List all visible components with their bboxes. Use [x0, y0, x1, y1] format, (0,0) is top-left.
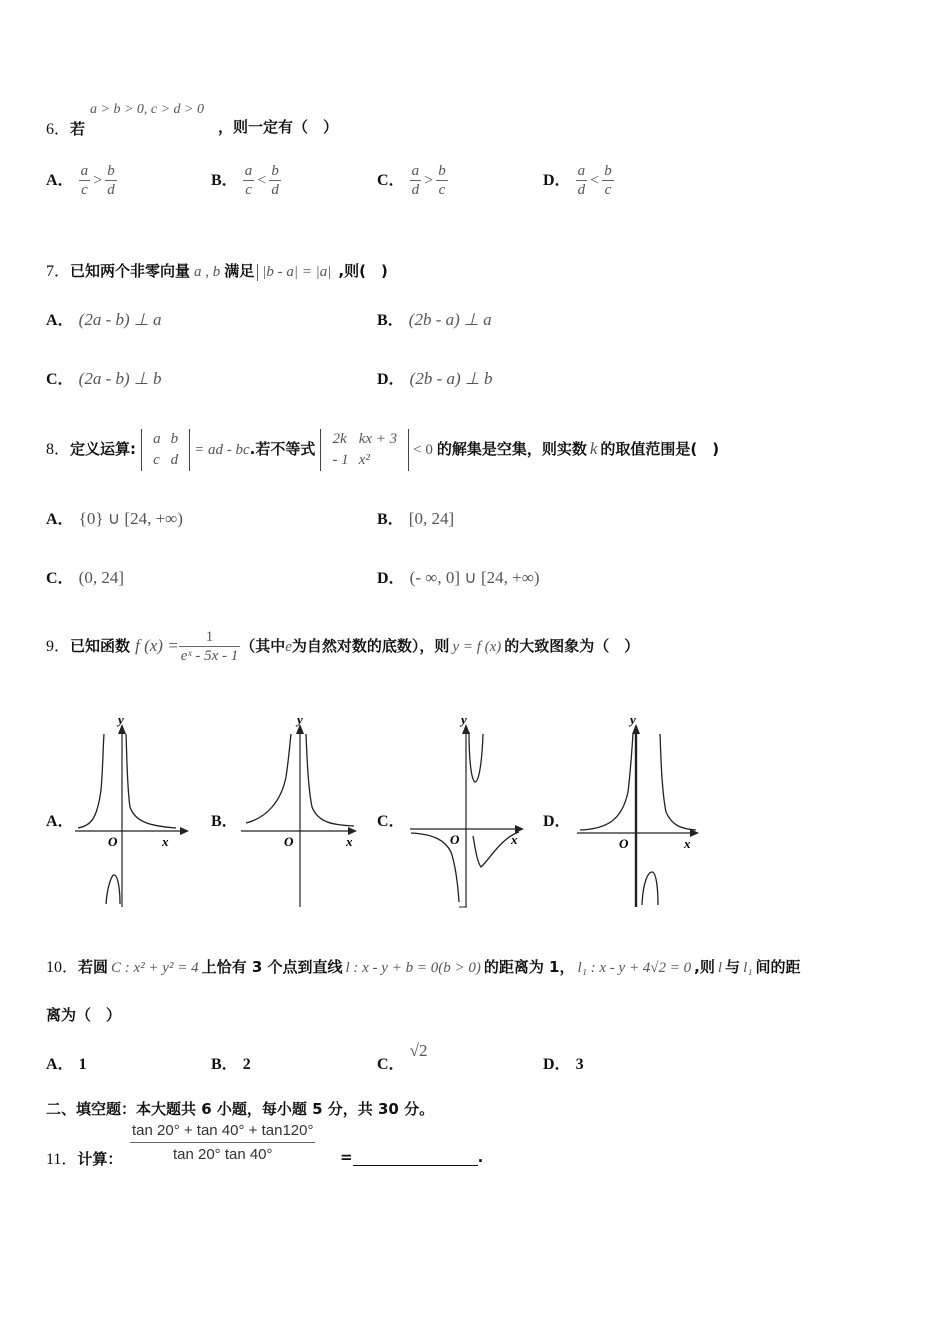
fraction-numerator: tan 20° + tan 40° + tan120° [130, 1122, 315, 1143]
answer-blank[interactable] [353, 1151, 478, 1166]
question-text: ,则( ) [338, 262, 388, 280]
option-b[interactable] [377, 506, 454, 529]
option-formula: [0, 24] [408, 509, 455, 528]
option-value: 1 [78, 1056, 87, 1073]
question-text: .若不等式 [249, 440, 316, 458]
question-text: 为自然对数的底数），则 [291, 637, 450, 655]
x-axis-label: x [511, 832, 518, 847]
question-number: 8． [46, 441, 71, 458]
question-text: 已知函数 [70, 637, 131, 655]
option-a[interactable] [46, 1051, 87, 1074]
option-label: D． [377, 570, 405, 587]
fraction: $\frac{b}{d}$ [107, 163, 115, 198]
question-text: 已知两个非零向量 [70, 262, 191, 280]
circle-equation: C : x² + y² = 4 [111, 960, 199, 976]
y-axis-label: y [118, 712, 124, 727]
question-7 [46, 258, 388, 281]
calculation-fraction [130, 1122, 315, 1163]
period: . [477, 1148, 484, 1166]
question-text: ,则 [694, 958, 715, 976]
fraction: $\frac{a}{d}$ [577, 163, 586, 198]
question-text: （其中 [240, 637, 286, 655]
option-b[interactable] [211, 808, 238, 831]
graph-a [70, 712, 190, 910]
question-text: 上恰有 3 个点到直线 [201, 958, 343, 976]
question-6 [46, 116, 85, 139]
question-text: 的距离为 1， [483, 958, 575, 976]
function-expr: y = f (x) [452, 639, 502, 655]
x-axis-label: x [684, 836, 691, 851]
y-axis-label: y [461, 712, 467, 727]
definition-formula: = ad - bc [194, 442, 250, 458]
fraction: $\frac{a}{d}$ [411, 163, 420, 198]
option-c[interactable] [377, 808, 405, 831]
graph-b [236, 712, 362, 910]
question-number: 10． [46, 959, 79, 976]
option-label: B． [377, 312, 404, 329]
question-number: 11． [46, 1151, 78, 1168]
y-axis-label: y [630, 712, 636, 727]
option-label: A． [46, 511, 74, 528]
inequality-sign: < 0 [413, 442, 433, 458]
option-d[interactable] [377, 565, 539, 588]
fraction-denominator: tan 20° tan 40° [172, 1146, 273, 1163]
line1-equation: l₁ : x - y + 4√2 = 0 [577, 960, 692, 976]
relation-sign: < [257, 171, 267, 189]
x-axis-label: x [162, 834, 169, 849]
option-c[interactable] [377, 162, 448, 199]
question-text: 若 [70, 120, 86, 138]
question-text: ，则一定有（ ） [218, 118, 339, 136]
option-formula: (2a - b) ⊥ b [78, 369, 162, 388]
option-label: A． [46, 172, 74, 189]
option-label: C． [377, 172, 405, 189]
origin-label: O [284, 834, 294, 849]
fraction: $\frac{a}{c}$ [80, 163, 89, 198]
function-name: f (x) = [135, 636, 179, 655]
option-c[interactable] [377, 1038, 428, 1073]
option-formula: (2b - a) ⊥ b [409, 369, 493, 388]
option-label: D． [377, 371, 405, 388]
option-label: D． [543, 813, 571, 830]
question-10 [46, 954, 800, 977]
fraction: $\frac{b}{c}$ [604, 163, 612, 198]
question-text: 的取值范围是( ) [600, 440, 720, 458]
line-equation: l : x - y + b = 0(b > 0) [345, 960, 481, 976]
condition-formula: |b - a| = |a| [257, 264, 335, 281]
option-label: D． [543, 172, 571, 189]
option-label: A． [46, 813, 74, 830]
origin-label: O [619, 836, 629, 851]
section-heading: 二、填空题：本大题共 6 小题，每小题 5 分，共 30 分。 [46, 1100, 435, 1118]
option-c[interactable] [46, 366, 161, 389]
fraction: $\frac{a}{c}$ [244, 163, 253, 198]
relation-sign: < [590, 171, 600, 189]
option-label: A． [46, 312, 74, 329]
option-b[interactable] [377, 307, 492, 330]
option-label: C． [46, 371, 74, 388]
question-text: 满足 [224, 262, 255, 280]
option-label: C． [46, 570, 74, 587]
option-formula: (2a - b) ⊥ a [78, 310, 162, 329]
determinant-inequality: 2k kx + 3 - 1 x² [320, 429, 409, 471]
vector-vars: a , b [194, 264, 221, 280]
question-text: 与 [725, 958, 741, 976]
option-formula: (2b - a) ⊥ a [408, 310, 492, 329]
origin-label: O [450, 832, 460, 847]
option-a[interactable] [46, 162, 117, 199]
x-axis-label: x [346, 834, 353, 849]
question-8 [46, 424, 719, 475]
relation-sign: > [424, 171, 434, 189]
euler-e: e [285, 639, 292, 655]
question-text: 若圆 [78, 958, 109, 976]
fraction: $\frac{b}{d}$ [271, 163, 279, 198]
equals-sign: = [340, 1148, 353, 1166]
condition-formula: a > b > 0, c > d > 0 [90, 102, 205, 117]
option-d[interactable] [543, 162, 614, 199]
question-9 [46, 624, 639, 669]
graph-c [405, 712, 529, 910]
question-text: 计算： [77, 1150, 123, 1168]
question-text: 间的距 [755, 958, 801, 976]
option-formula: {0} ∪ [24, +∞) [78, 509, 183, 528]
question-11 [46, 1146, 122, 1169]
option-label: B． [211, 1056, 238, 1073]
option-c[interactable] [46, 565, 124, 588]
option-value: 3 [575, 1056, 584, 1073]
origin-label: O [108, 834, 118, 849]
determinant-definition: a b c d [141, 429, 190, 471]
option-label: B． [211, 813, 238, 830]
option-label: C． [377, 1056, 405, 1073]
option-b[interactable] [211, 162, 281, 199]
answer-line[interactable] [340, 1148, 483, 1166]
option-formula: (0, 24] [78, 568, 124, 587]
symbol-l1: l₁ [743, 960, 753, 976]
question-number: 9． [46, 638, 71, 655]
relation-sign: > [93, 171, 103, 189]
option-label: D． [543, 1056, 571, 1073]
option-b[interactable] [211, 1051, 251, 1074]
option-value: 2 [242, 1056, 251, 1073]
question-number: 6． [46, 121, 71, 138]
y-axis-label: y [297, 712, 303, 727]
option-label: B． [211, 172, 238, 189]
option-label: B． [377, 511, 404, 528]
option-a[interactable] [46, 506, 183, 529]
graph-d [572, 712, 702, 910]
fraction: $\frac{b}{c}$ [438, 163, 446, 198]
question-number: 7． [46, 263, 71, 280]
variable-k: k [589, 439, 598, 458]
question-text: 定义运算: [70, 440, 137, 458]
option-d[interactable] [543, 808, 571, 831]
option-label: C． [377, 813, 405, 830]
option-d[interactable] [543, 1051, 584, 1074]
option-label: A． [46, 1056, 74, 1073]
question-text: 的大致图象为（ ） [504, 637, 640, 655]
function-fraction: $\frac{1}{\text{eˣ - 5x - 1}}$ [180, 629, 239, 664]
question-text: 离为（ ） [46, 1006, 122, 1024]
option-a[interactable] [46, 307, 161, 330]
option-d[interactable] [377, 366, 492, 389]
question-text: 的解集是空集，则实数 [436, 440, 587, 458]
option-value: √2 [409, 1041, 428, 1060]
symbol-l: l [717, 960, 723, 976]
option-formula: (- ∞, 0] ∪ [24, +∞) [409, 568, 540, 587]
